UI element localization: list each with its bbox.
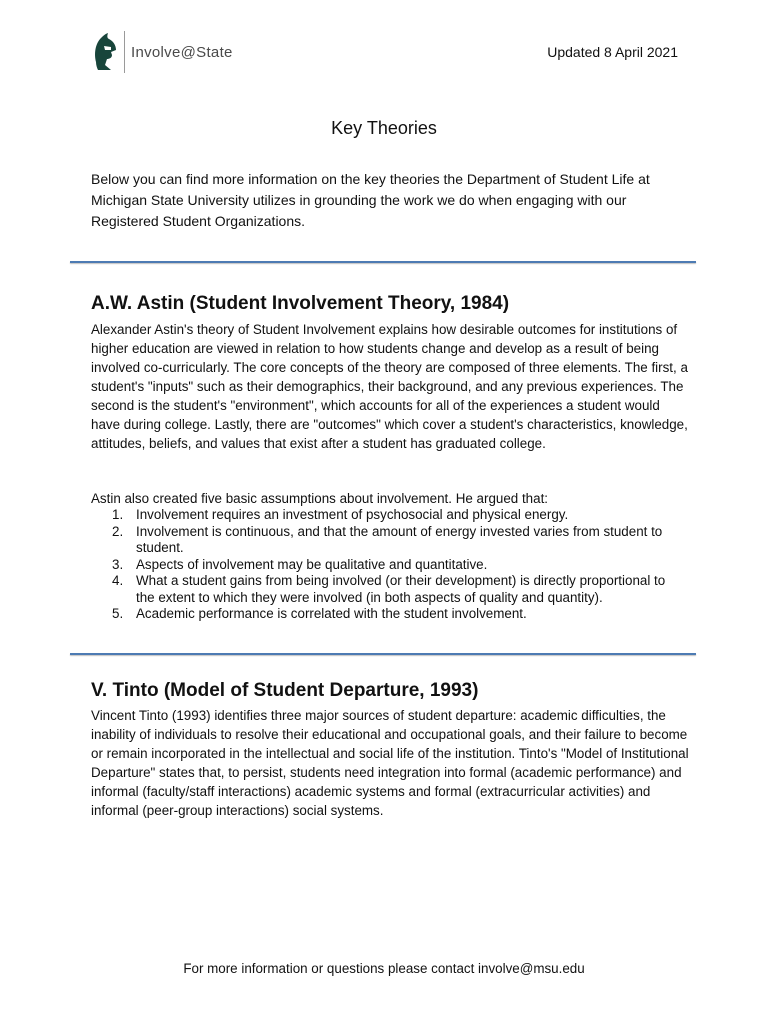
intro-paragraph: Below you can find more information on the key theories the Department of Student Life at Michigan State University utilizes in grounding the work we do when engaging with our Registered Student Organizations. [91, 171, 650, 229]
footer-contact: For more information or questions please contact involve@msu.edu [183, 961, 585, 976]
list-item-text: What a student gains from being involved (or their development) is directly proportional to the extent to which they were involved (in both aspects of quality and quantity). [136, 573, 666, 605]
list-number: 1. [112, 507, 124, 522]
assumptions-list [112, 507, 682, 623]
logo-text: Involve@State [131, 43, 233, 61]
list-item [112, 606, 682, 623]
list-item [112, 524, 682, 557]
list-item-text: Involvement is continuous, and that the amount of energy invested varies from student to student. [136, 523, 663, 555]
list-item [112, 573, 682, 606]
page-title: Key Theories [331, 118, 437, 138]
list-number: 4. [112, 573, 124, 588]
astin-heading: A.W. Astin (Student Involvement Theory, 1984) [91, 293, 510, 314]
assumptions-intro: Astin also created five basic assumptions about involvement. He argued that: [91, 491, 549, 506]
list-item-text: Aspects of involvement may be qualitative and quantitative. [136, 556, 488, 572]
page-header [92, 30, 678, 80]
updated-date: Updated 8 April 2021 [547, 44, 678, 60]
tinto-heading: V. Tinto (Model of Student Departure, 1993) [91, 680, 479, 701]
list-item-text: Involvement requires an investment of psychosocial and physical energy. [136, 507, 569, 522]
list-item [112, 557, 682, 574]
involve-at-state-logo [92, 30, 233, 74]
spartan-helmet-icon [92, 32, 118, 72]
list-number: 5. [112, 606, 124, 621]
astin-paragraph: Alexander Astin's theory of Student Involvement explains how desirable outcomes for institutions of higher education are viewed in relation to how students change and develop as a result of being involved co-curricularly. The core concepts of the theory are composed of three elements. The first, a student's "inputs" such as their demographics, their background, and any previous experiences. The second is the student's "environment", which accounts for all of the experiences a student would have during college. Lastly, there are "outcomes" which cover a student's characteristics, knowledge, attitudes, beliefs, and values that exist after a student has graduated college. [91, 322, 688, 451]
list-number: 3. [112, 556, 124, 572]
list-item-text: Academic performance is correlated with the student involvement. [136, 606, 527, 621]
logo-divider [124, 31, 125, 73]
list-number: 2. [112, 523, 124, 539]
section-divider [70, 653, 696, 655]
tinto-paragraph: Vincent Tinto (1993) identifies three major sources of student departure: academic difficulties, the inability of individuals to resolve their educational and occupational goals, and their failure to become or remain incorporated in the intellectual and social life of the institution. Tinto's "Model of Institutional Departure" states that, to persist, students need integration into formal (academic performance) and informal (faculty/staff interactions) academic systems and formal (extracurricular activities) and informal (peer-group interactions) social systems. [91, 708, 689, 818]
list-item [112, 507, 682, 524]
section-divider [70, 261, 696, 263]
